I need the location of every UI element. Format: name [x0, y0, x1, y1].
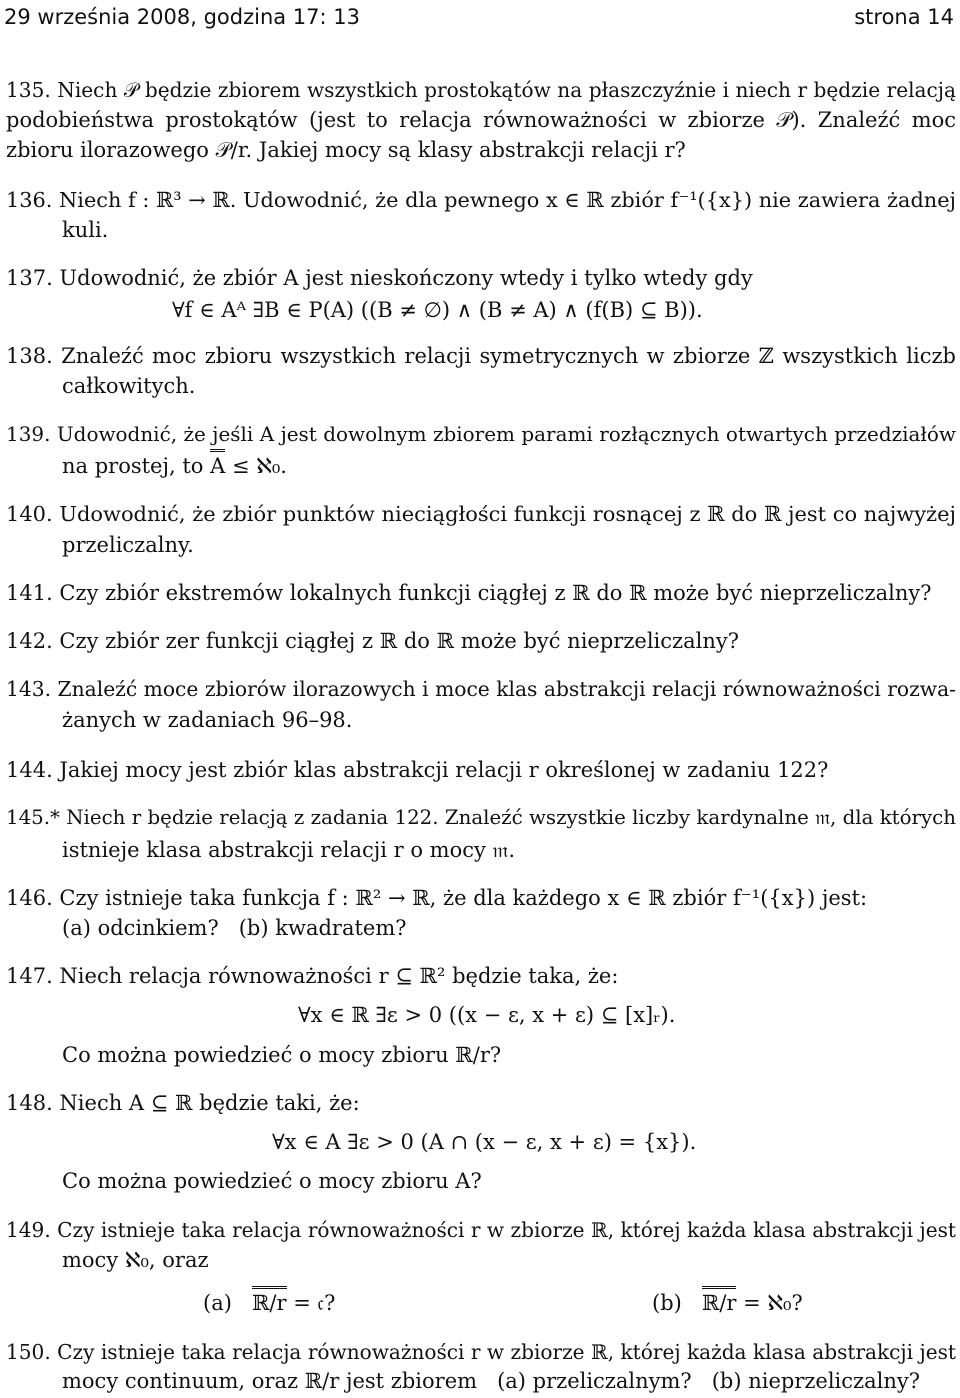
- problem-149-option-a-quotient: ℝ/r: [252, 1286, 287, 1315]
- problem-135-line-2: podobieństwa prostokątów (jest to relacja równoważności w zbiorze 𝒫). Znaleźć moc: [6, 108, 956, 132]
- problem-150-line-2: mocy continuum, oraz ℝ/r jest zbiorem (a) przeliczalnym? (b) nieprzeliczalny?: [62, 1369, 920, 1393]
- problem-135-line-1: 135. Niech 𝒫 będzie zbiorem wszystkich prostokątów na płaszczyźnie i niech r będzie relacją: [6, 78, 956, 102]
- problem-138-line-1: 138. Znaleźć moc zbioru wszystkich relacji symetrycznych w zbiorze ℤ wszystkich liczb: [6, 344, 956, 368]
- problem-142: 142. Czy zbiór zer funkcji ciągłej z ℝ do ℝ może być nieprzeliczalny?: [6, 629, 739, 653]
- problem-139-line-2: [62, 451, 287, 481]
- problem-140-line-1: 140. Udowodnić, że zbiór punktów nieciągłości funkcji rosnącej z ℝ do ℝ jest co najwyżej: [6, 502, 956, 526]
- problem-149-option-a: [203, 1288, 335, 1318]
- problem-148-line-1: 148. Niech A ⊆ ℝ będzie taki, że:: [6, 1091, 360, 1115]
- problem-149-option-b-quotient: ℝ/r: [702, 1286, 737, 1315]
- problem-136-line-1: 136. Niech f : ℝ³ → ℝ. Udowodnić, że dla pewnego x ∈ ℝ zbiór f⁻¹({x}) nie zawiera żadnej: [6, 188, 957, 212]
- problem-139-line-2-suffix: ≤ ℵ₀.: [225, 454, 287, 478]
- problem-149-line-2: mocy ℵ₀, oraz: [62, 1248, 209, 1272]
- problem-139-line-2-prefix: na prostej, to: [62, 454, 211, 478]
- problem-149-line-1: 149. Czy istnieje taka relacja równoważności r w zbiorze ℝ, której każda klasa abstrakcji jest: [6, 1218, 956, 1242]
- header-date: 29 września 2008, godzina 17: 13: [4, 5, 360, 29]
- problem-147-line-3: Co można powiedzieć o mocy zbioru ℝ/r?: [62, 1043, 502, 1067]
- problem-140-line-2: przeliczalny.: [62, 533, 194, 557]
- problem-147-formula: ∀x ∈ ℝ ∃ε > 0 ((x − ε, x + ε) ⊆ [x]ᵣ).: [298, 1003, 676, 1027]
- problem-149-option-b-label: (b): [652, 1291, 682, 1315]
- problem-139-set-A-double-bar: A: [210, 449, 225, 478]
- problem-137-formula: ∀f ∈ Aᴬ ∃B ∈ P(A) ((B ≠ ∅) ∧ (B ≠ A) ∧ (f(B) ⊆ B)).: [172, 298, 703, 322]
- header-page-number: strona 14: [854, 5, 954, 29]
- problem-147-line-1: 147. Niech relacja równoważności r ⊆ ℝ² będzie taka, że:: [6, 964, 619, 988]
- problem-138-line-2: całkowitych.: [62, 374, 196, 398]
- problem-149-option-b-rest: = ℵ₀?: [736, 1291, 803, 1315]
- problem-141: 141. Czy zbiór ekstremów lokalnych funkcji ciągłej z ℝ do ℝ może być nieprzeliczalny?: [6, 581, 932, 605]
- problem-145-line-2: istnieje klasa abstrakcji relacji r o mocy 𝔪.: [62, 838, 515, 862]
- problem-145-line-1: 145.* Niech r będzie relacją z zadania 122. Znaleźć wszystkie liczby kardynalne 𝔪, dla których: [6, 806, 956, 829]
- problem-149-option-a-label: (a): [203, 1291, 232, 1315]
- problem-148-formula: ∀x ∈ A ∃ε > 0 (A ∩ (x − ε, x + ε) = {x}).: [272, 1130, 697, 1154]
- problem-149-option-a-rest: = 𝔠?: [286, 1291, 336, 1315]
- problem-146-line-2: (a) odcinkiem? (b) kwadratem?: [62, 916, 407, 940]
- problem-135-line-3: zbioru ilorazowego 𝒫/r. Jakiej mocy są klasy abstrakcji relacji r?: [6, 138, 686, 162]
- problem-136-line-2: kuli.: [62, 218, 109, 242]
- problem-150-line-1: 150. Czy istnieje taka relacja równoważności r w zbiorze ℝ, której każda klasa abstrakcji jest: [6, 1340, 956, 1364]
- problem-143-line-1: 143. Znaleźć moce zbiorów ilorazowych i moce klas abstrakcji relacji równoważności rozwa-: [6, 677, 956, 701]
- problem-148-line-3: Co można powiedzieć o mocy zbioru A?: [62, 1169, 482, 1193]
- problem-139-line-1: 139. Udowodnić, że jeśli A jest dowolnym zbiorem parami rozłącznych otwartych przedziałów: [6, 422, 956, 446]
- problem-149-option-b: [652, 1288, 803, 1318]
- problem-144: 144. Jakiej mocy jest zbiór klas abstrakcji relacji r określonej w zadaniu 122?: [6, 758, 829, 782]
- problem-146-line-1: 146. Czy istnieje taka funkcja f : ℝ² → ℝ, że dla każdego x ∈ ℝ zbiór f⁻¹({x}) jest:: [6, 886, 868, 910]
- problem-137-line-1: 137. Udowodnić, że zbiór A jest nieskończony wtedy i tylko wtedy gdy: [6, 266, 753, 290]
- problem-143-line-2: żanych w zadaniach 96–98.: [62, 708, 353, 732]
